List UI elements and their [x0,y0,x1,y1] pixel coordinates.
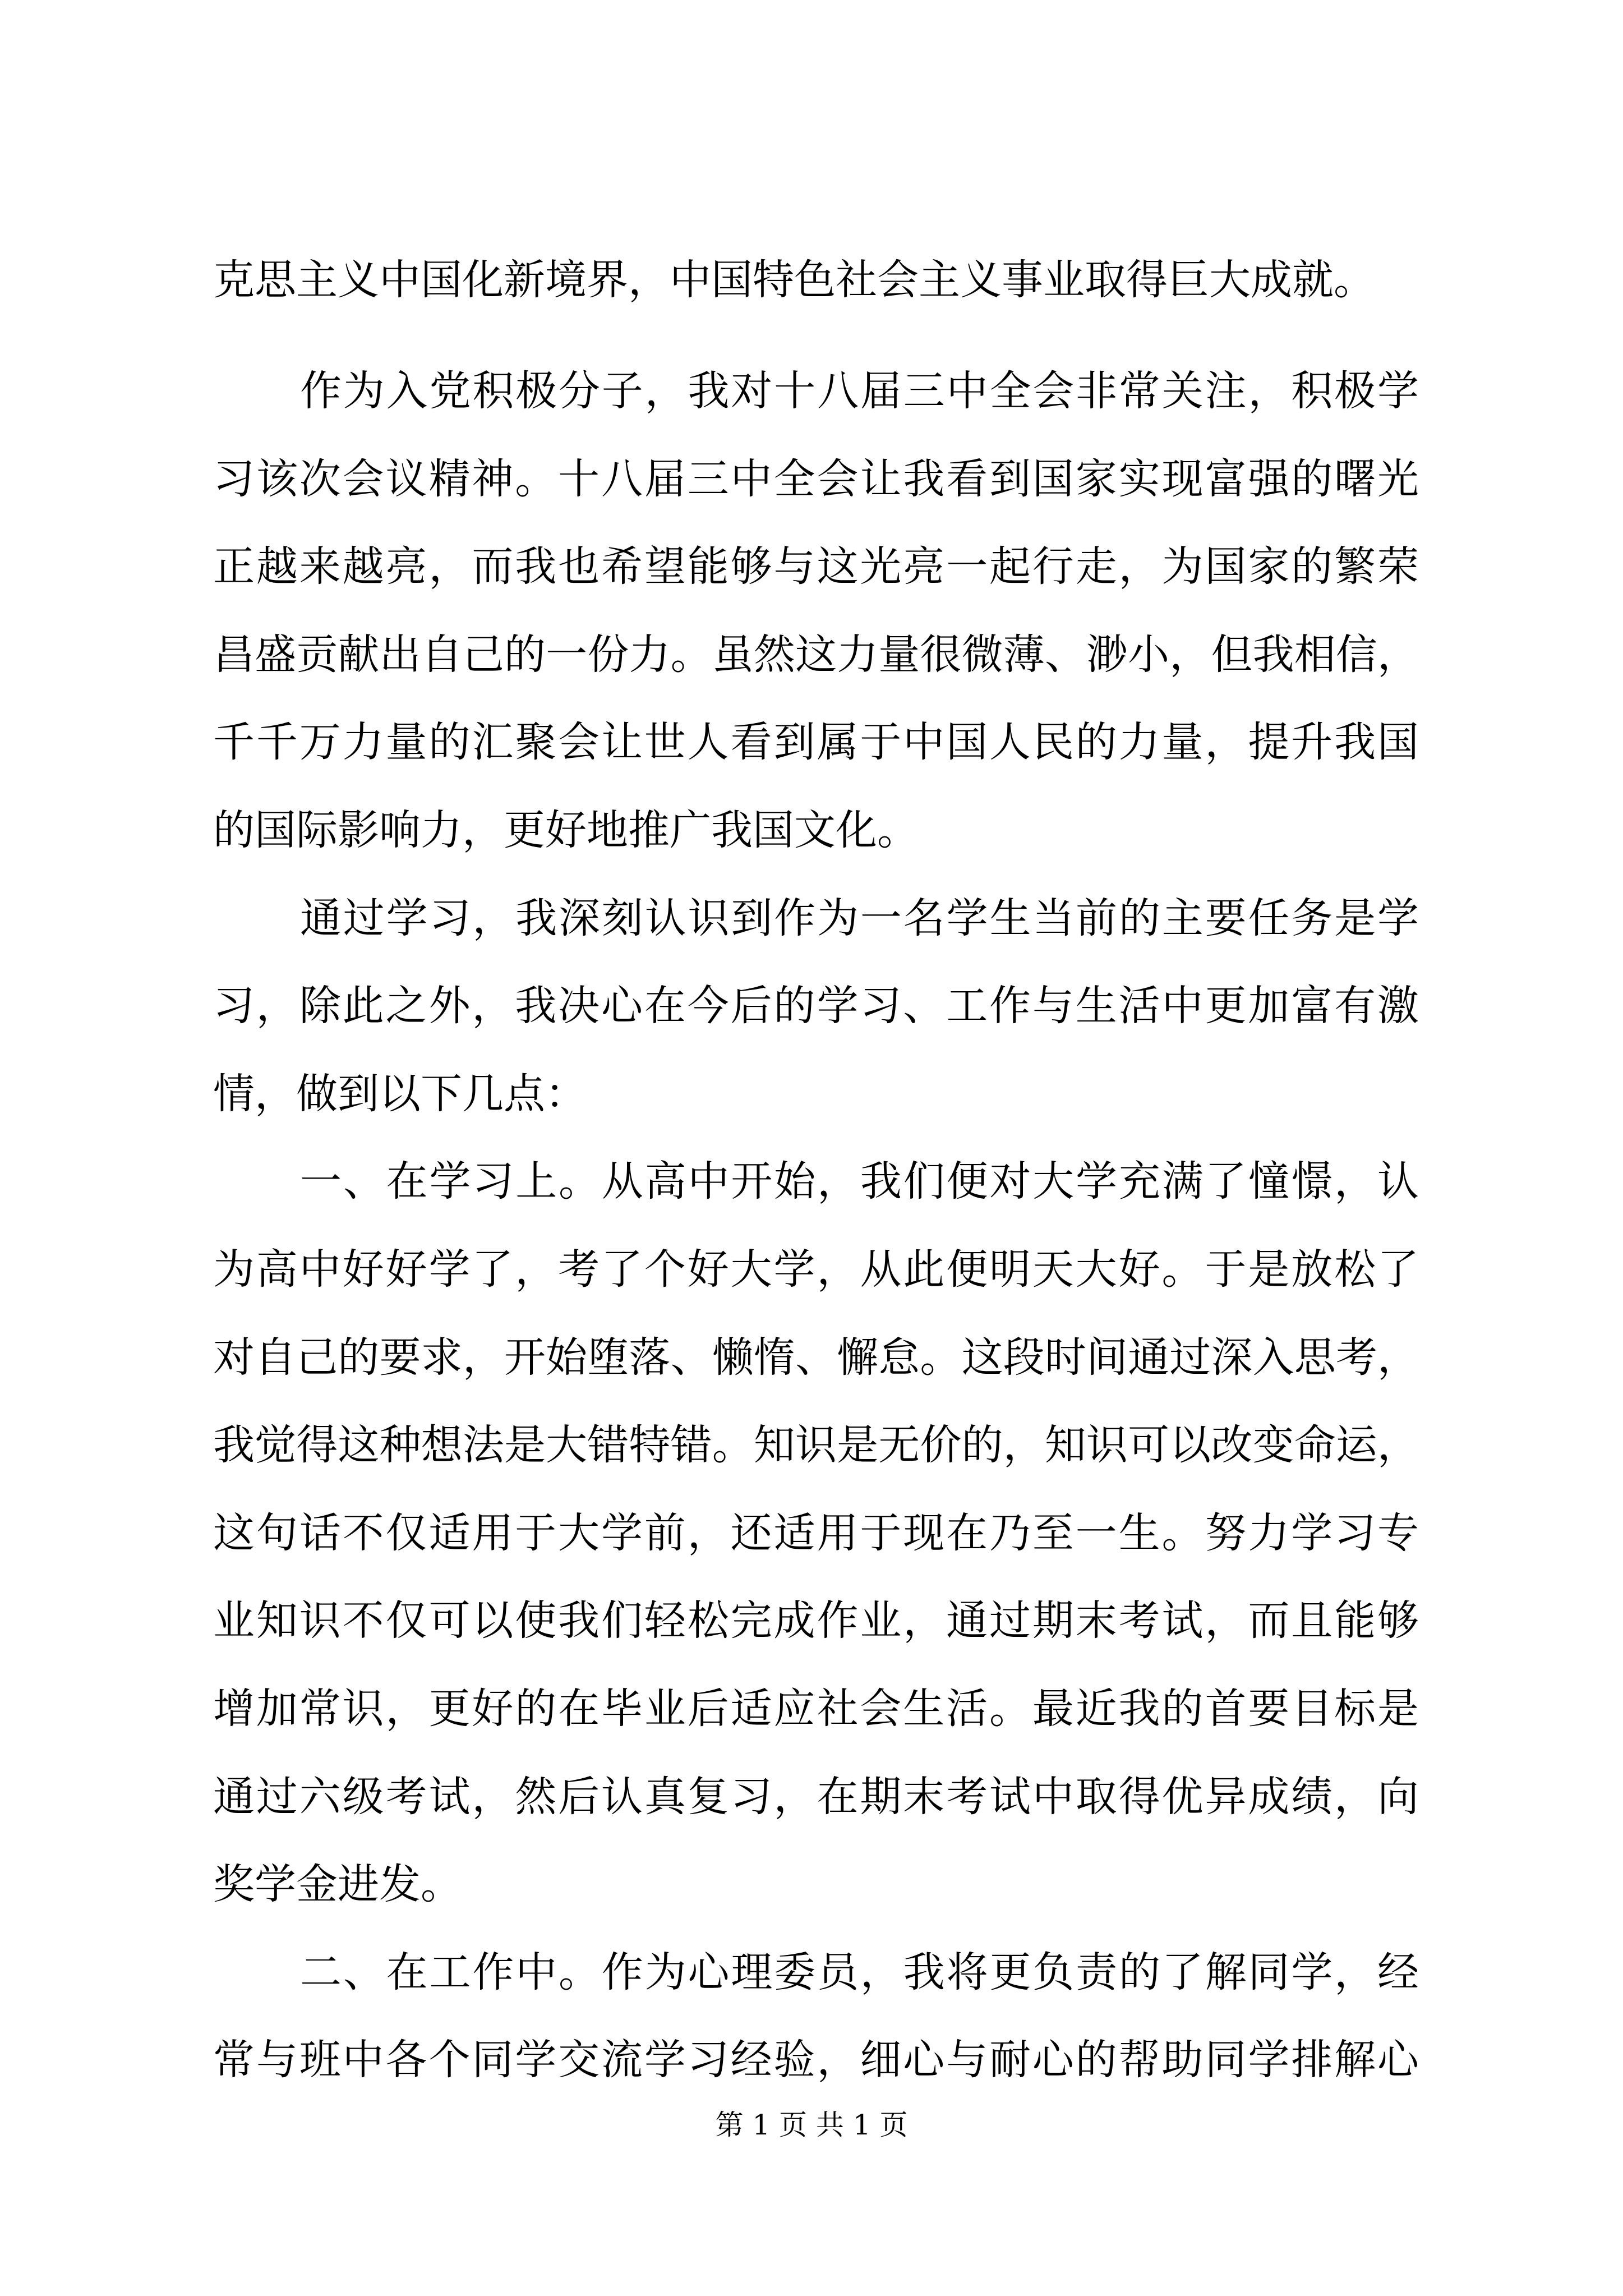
text-line: 常与班中各个同学交流学习经验，细心与耐心的帮助同学排解心 [213,2036,1419,2084]
text-line: 昌盛贡献出自己的一份力。虽然这力量很微薄、渺小，但我相信， [213,631,1419,679]
text-line: 一、在学习上。从高中开始，我们便对大学充满了憧憬，认 [300,1157,1419,1205]
text-line: 这句话不仅适用于大学前，还适用于现在乃至一生。努力学习专 [213,1509,1419,1557]
text-line: 业知识不仅可以使我们轻松完成作业，通过期末考试，而且能够 [213,1596,1419,1645]
text-line: 通过六级考试，然后认真复习，在期末考试中取得优异成绩，向 [213,1773,1419,1821]
text-line: 的国际影响力，更好地推广我国文化。 [213,806,919,854]
text-line: 情，做到以下几点： [213,1070,587,1118]
text-line: 习该次会议精神。十八届三中全会让我看到国家实现富强的曙光 [213,455,1419,503]
text-line: 作为入党积极分子，我对十八届三中全会非常关注，积极学 [300,367,1419,415]
text-line: 二、在工作中。作为心理委员，我将更负责的了解同学，经 [300,1948,1419,1996]
text-line: 习，除此之外，我决心在今后的学习、工作与生活中更加富有激 [213,982,1419,1030]
page-number-footer: 第 1 页 共 1 页 [715,2109,908,2141]
text-line: 正越来越亮，而我也希望能够与这光亮一起行走，为国家的繁荣 [213,542,1419,591]
text-line: 奖学金进发。 [213,1860,462,1908]
text-line: 通过学习，我深刻认识到作为一名学生当前的主要任务是学 [300,894,1419,942]
text-line: 我觉得这种想法是大错特错。知识是无价的，知识可以改变命运， [213,1421,1419,1469]
text-line: 对自己的要求，开始堕落、懒惰、懈怠。这段时间通过深入思考， [213,1333,1419,1382]
text-line: 为高中好好学了，考了个好大学，从此便明天大好。于是放松了 [213,1245,1419,1294]
text-line: 千千万力量的汇聚会让世人看到属于中国人民的力量，提升我国 [213,718,1419,766]
text-line: 克思主义中国化新境界，中国特色社会主义事业取得巨大成就。 [213,256,1375,304]
text-line: 增加常识，更好的在毕业后适应社会生活。最近我的首要目标是 [213,1685,1419,1733]
